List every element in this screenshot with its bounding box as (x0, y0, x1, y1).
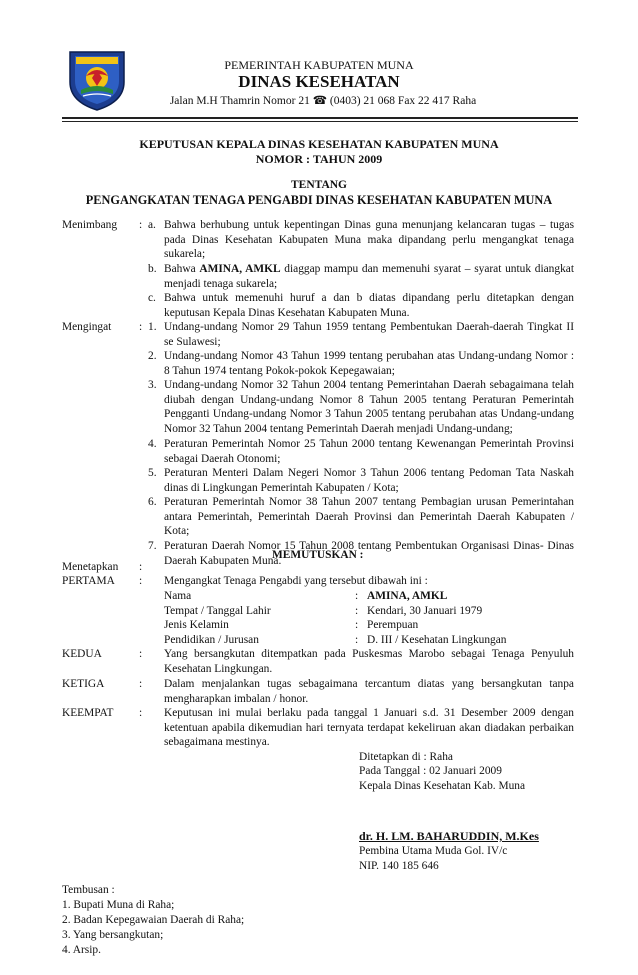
field-value-education: D. III / Kesehatan Lingkungan (367, 634, 507, 646)
menimbang-item: Bahwa berhubung untuk kepentingan Dinas guna menunjang kelancaran tugas – tugas pada Dinas Kesehatan Kabupaten Muna maka dipandang perlu mengangkat tenaga sukarela; (164, 219, 574, 261)
field-value-nama: AMINA, AMKL (367, 590, 448, 602)
mengingat-item-number: 4. (148, 438, 157, 450)
mengingat-label: Mengingat (62, 321, 112, 333)
tembusan-item: 1. Bupati Muna di Raha; (62, 899, 175, 911)
mengingat-item-number: 3. (148, 379, 157, 391)
keempat-colon: : (139, 707, 143, 719)
letterhead-rule-thick (62, 117, 578, 119)
ketiga-text: Dalam menjalankan tugas sebagaimana tercantum diatas yang bersangkutan tanpa mengharapkan imbalan / honor. (164, 678, 574, 705)
field-colon: : (355, 605, 359, 617)
ketiga-colon: : (139, 678, 143, 690)
government-name: PEMERINTAH KABUPATEN MUNA (224, 58, 414, 72)
tembusan-item: 3. Yang bersangkutan; (62, 929, 164, 941)
decree-subject: PENGANGKATAN TENAGA PENGABDI DINAS KESEHATAN KABUPATEN MUNA (85, 193, 553, 207)
tentang-heading: TENTANG (290, 179, 348, 191)
mengingat-item: Undang-undang Nomor 43 Tahun 1999 tentang perubahan atas Undang-undang Nomor : 8 Tahun 1974 tentang Pokok-pokok Kepegawaian; (164, 350, 574, 377)
keempat-label: KEEMPAT (62, 707, 114, 719)
menetapkan-colon: : (139, 561, 143, 573)
pertama-colon: : (139, 575, 143, 587)
kedua-label: KEDUA (62, 648, 102, 660)
office-name: DINAS KESEHATAN (238, 72, 400, 91)
signature-position: Kepala Dinas Kesehatan Kab. Muna (359, 780, 526, 792)
kedua-colon: : (139, 648, 143, 660)
menimbang-label: Menimbang (62, 219, 118, 231)
decree-number: NOMOR : TAHUN 2009 (255, 152, 383, 166)
menimbang-item-number: c. (148, 292, 156, 304)
menimbang-item: Bahwa AMINA, AMKL diaggap mampu dan memenuhi syarat – syarat untuk diangkat menjadi tenaga sukarela; (164, 263, 574, 290)
field-colon: : (355, 619, 359, 631)
tembusan-item: 2. Badan Kepegawaian Daerah di Raha; (62, 914, 245, 926)
letterhead-rule-thin (62, 121, 578, 122)
keempat-text: Keputusan ini mulai berlaku pada tanggal 1 Januari s.d. 31 Desember 2009 dengan ketentuan apabila dikemudian hari ternyata terdapat kekeliruan akan diadakan perbaikan sebagaimana mestinya. (164, 707, 574, 749)
signatory-nip: NIP. 140 185 646 (359, 860, 439, 872)
menimbang-item-number: a. (148, 219, 156, 231)
field-key-nama: Nama (164, 590, 192, 602)
signature-date: Pada Tanggal : 02 Januari 2009 (359, 765, 502, 777)
mengingat-item-number: 1. (148, 321, 157, 333)
field-value-birth: Kendari, 30 Januari 1979 (367, 605, 483, 617)
pertama-text: Mengangkat Tenaga Pengabdi yang tersebut dibawah ini : (164, 575, 428, 587)
field-colon: : (355, 590, 359, 602)
menimbang-colon: : (139, 219, 143, 231)
mengingat-item: Peraturan Pemerintah Nomor 25 Tahun 2000 tentang Kewenangan Pemerintah Provinsi sebagai Daerah Otonomi; (164, 438, 574, 465)
office-address: Jalan M.H Thamrin Nomor 21 ☎ (0403) 21 068 Fax 22 417 Raha (169, 95, 477, 107)
mengingat-colon: : (139, 321, 143, 333)
mengingat-item: Undang-undang Nomor 32 Tahun 2004 tentang Pemerintahan Daerah sebagaimana telah diubah dengan Undang-undang Nomor 8 Tahun 2005 tentang Peraturan Pemerintah Pengganti Undang-undang Nomor 3 Tahun 2005 tentang perubahan atas Undang-undang Nomor 32 Tahun 2004 tentang Pemerintah Daerah menjadi Undang-undang; (164, 379, 574, 435)
mengingat-item-number: 7. (148, 540, 157, 552)
mengingat-item: Peraturan Menteri Dalam Negeri Nomor 3 Tahun 2006 tentang Pedoman Tata Naskah dinas di Lingkungan Pemerintah Kabupaten / Kota; (164, 467, 574, 494)
signature-place: Ditetapkan di : Raha (359, 751, 453, 763)
field-colon: : (355, 634, 359, 646)
tembusan-label: Tembusan : (62, 884, 115, 896)
employee-name-inline: AMINA, AMKL (199, 263, 281, 275)
mengingat-item-number: 6. (148, 496, 157, 508)
mengingat-item: Undang-undang Nomor 29 Tahun 1959 tentang Pembentukan Daerah-daerah Tingkat II se Sulawesi; (164, 321, 574, 348)
decree-title: KEPUTUSAN KEPALA DINAS KESEHATAN KABUPATEN MUNA (139, 137, 499, 151)
mengingat-item: Peraturan Pemerintah Nomor 38 Tahun 2007 tentang Pembagian urusan Pemerintahan antara Pemerintah, Pemerintah Daerah Provinsi dan Pemerintah Daerah Kabupaten / Kota; (164, 496, 574, 538)
kedua-text: Yang bersangkutan ditempatkan pada Puskesmas Marobo sebagai Tenaga Penyuluh Kesehatan Lingkungan. (164, 648, 574, 675)
mengingat-item: Peraturan Daerah Nomor 15 Tahun 2008 tentang Pembentukan Organisasi Dinas- Dinas Daerah Kabupaten Muna. (164, 540, 574, 567)
field-key-gender: Jenis Kelamin (164, 619, 229, 631)
menetapkan-label: Menetapkan (62, 561, 119, 573)
mengingat-item-number: 5. (148, 467, 157, 479)
pertama-label: PERTAMA (62, 575, 115, 587)
memutuskan-heading: MEMUTUSKAN : (272, 549, 364, 561)
signatory-name: dr. H. LM. BAHARUDDIN, M.Kes (359, 829, 539, 843)
field-key-birth: Tempat / Tanggal Lahir (164, 605, 271, 617)
field-key-education: Pendidikan / Jurusan (164, 634, 259, 646)
mengingat-item-number: 2. (148, 350, 157, 362)
tembusan-item: 4. Arsip. (62, 944, 101, 956)
menimbang-item: Bahwa untuk memenuhi huruf a dan b diatas dipandang perlu ditetapkan dengan keputusan Kepala Dinas Kesehatan Kabupaten Muna. (164, 292, 574, 319)
signatory-rank: Pembina Utama Muda Gol. IV/c (359, 845, 508, 857)
ketiga-label: KETIGA (62, 678, 105, 690)
field-value-gender: Perempuan (367, 619, 419, 631)
menimbang-item-number: b. (148, 263, 157, 275)
